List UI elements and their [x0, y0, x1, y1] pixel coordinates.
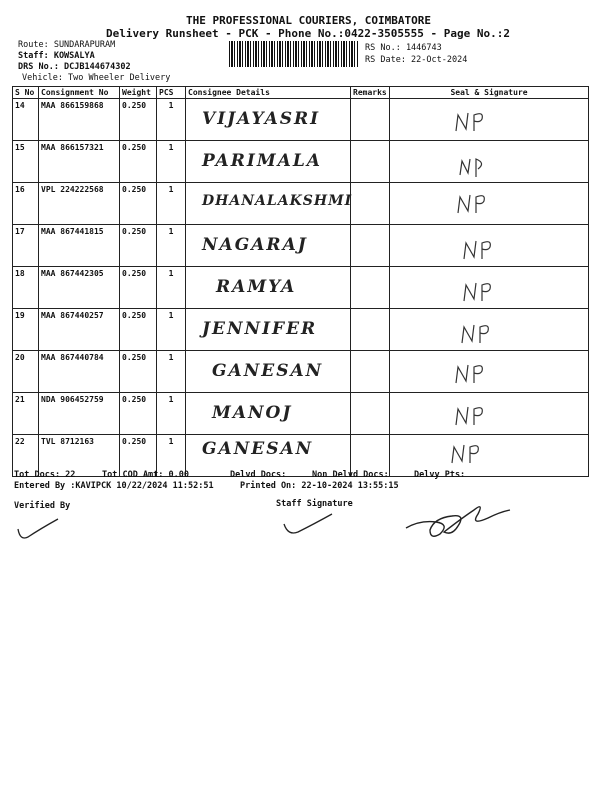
cell-signature — [390, 141, 589, 183]
consignee-handwritten: GANESAN — [202, 439, 314, 459]
cell-signature — [390, 99, 589, 141]
col-seal-signature: Seal & Signature — [390, 87, 589, 99]
cell-remarks — [351, 309, 390, 351]
cell-weight: 0.250 — [120, 393, 157, 435]
cell-pcs: 1 — [157, 183, 186, 225]
cell-sno: 22 — [13, 435, 39, 477]
verifier-tick-icon — [14, 515, 64, 545]
cell-sno: 20 — [13, 351, 39, 393]
cell-consignee — [186, 141, 351, 183]
total-cod-amount: Tot COD Amt: 0.00 — [102, 470, 189, 480]
cell-weight: 0.250 — [120, 351, 157, 393]
cell-pcs: 1 — [157, 267, 186, 309]
cell-consignee — [186, 351, 351, 393]
cell-pcs: 1 — [157, 309, 186, 351]
cell-consignee — [186, 225, 351, 267]
cell-consignee — [186, 393, 351, 435]
col-consignee: Consignee Details — [186, 87, 351, 99]
table-row — [13, 435, 589, 477]
staff-label: Staff: KOWSALYA — [18, 51, 95, 61]
cell-weight: 0.250 — [120, 99, 157, 141]
table-row — [13, 183, 589, 225]
cell-signature — [390, 267, 589, 309]
initials-signature-icon — [454, 187, 514, 217]
rs-number: RS No.: 1446743 — [365, 43, 442, 53]
initials-signature-icon — [452, 357, 512, 387]
vehicle-label: Vehicle: Two Wheeler Delivery — [22, 73, 171, 83]
cell-consignee — [186, 99, 351, 141]
delivery-points: Delvy Pts: — [414, 470, 466, 480]
initials-signature-icon — [452, 105, 512, 135]
cell-remarks — [351, 267, 390, 309]
col-sno: S No — [13, 87, 39, 99]
cell-consignee — [186, 267, 351, 309]
cell-remarks — [351, 225, 390, 267]
cell-signature — [390, 225, 589, 267]
cell-pcs: 1 — [157, 351, 186, 393]
staff-tick-icon — [280, 510, 340, 540]
printed-on: Printed On: 22-10-2024 13:55:15 — [240, 481, 399, 491]
col-pcs: PCS — [157, 87, 186, 99]
col-weight: Weight — [120, 87, 157, 99]
drs-number: DRS No.: DCJB144674302 — [18, 62, 131, 72]
table-row — [13, 309, 589, 351]
consignee-handwritten: DHANALAKSHMI — [202, 193, 353, 209]
cell-consignment: MAA 867442305 — [39, 267, 120, 309]
cell-sno: 15 — [13, 141, 39, 183]
cell-remarks — [351, 141, 390, 183]
cell-weight: 0.250 — [120, 267, 157, 309]
consignee-handwritten: RAMYA — [216, 277, 297, 297]
cell-sno: 14 — [13, 99, 39, 141]
verified-by-label: Verified By — [14, 501, 71, 511]
cell-pcs: 1 — [157, 435, 186, 477]
cell-consignment: MAA 866159868 — [39, 99, 120, 141]
cell-signature — [390, 183, 589, 225]
table-row — [13, 351, 589, 393]
col-remarks: Remarks — [351, 87, 390, 99]
cell-remarks — [351, 393, 390, 435]
rs-date: RS Date: 22-Oct-2024 — [365, 55, 468, 65]
consignee-handwritten: GANESAN — [212, 361, 324, 381]
cell-weight: 0.250 — [120, 183, 157, 225]
cell-remarks — [351, 351, 390, 393]
cell-consignment: NDA 906452759 — [39, 393, 120, 435]
cell-remarks — [351, 183, 390, 225]
cell-pcs: 1 — [157, 225, 186, 267]
cell-consignment: MAA 866157321 — [39, 141, 120, 183]
initials-signature-icon — [458, 317, 518, 347]
table-row — [13, 99, 589, 141]
cell-consignment: VPL 224222568 — [39, 183, 120, 225]
signature-image — [400, 496, 516, 546]
runsheet-table — [12, 86, 589, 477]
table-row — [13, 393, 589, 435]
cell-weight: 0.250 — [120, 435, 157, 477]
staff-signature-label: Staff Signature — [276, 499, 353, 509]
cell-sno: 21 — [13, 393, 39, 435]
cell-pcs: 1 — [157, 99, 186, 141]
barcode-image — [229, 41, 359, 67]
col-consignment: Consignment No — [39, 87, 120, 99]
consignee-handwritten: NAGARAJ — [202, 235, 308, 255]
consignee-handwritten: VIJAYASRI — [202, 109, 321, 129]
cell-consignment: TVL 8712163 — [39, 435, 120, 477]
consignee-handwritten: PARIMALA — [202, 151, 322, 171]
entered-by: Entered By :KAVIPCK 10/22/2024 11:52:51 — [14, 481, 214, 491]
cell-weight: 0.250 — [120, 141, 157, 183]
cell-sno: 17 — [13, 225, 39, 267]
cell-consignment: MAA 867440257 — [39, 309, 120, 351]
cell-weight: 0.250 — [120, 225, 157, 267]
table-row — [13, 225, 589, 267]
cell-remarks — [351, 99, 390, 141]
cell-consignee — [186, 183, 351, 225]
table-header-row — [13, 87, 589, 99]
cell-signature — [390, 393, 589, 435]
initials-signature-icon — [448, 437, 508, 467]
cell-pcs: 1 — [157, 393, 186, 435]
delivered-docs: Delvd Docs: — [230, 470, 287, 480]
cell-consignee — [186, 309, 351, 351]
cell-signature — [390, 351, 589, 393]
cell-sno: 16 — [13, 183, 39, 225]
company-title: THE PROFESSIONAL COURIERS, COIMBATORE — [186, 14, 432, 27]
route-label: Route: SUNDARAPURAM — [18, 40, 116, 50]
initials-signature-icon — [452, 399, 512, 429]
total-docs: Tot Docs: 22 — [14, 470, 76, 480]
cell-sno: 19 — [13, 309, 39, 351]
cell-pcs: 1 — [157, 141, 186, 183]
cell-sno: 18 — [13, 267, 39, 309]
table-row — [13, 267, 589, 309]
cell-weight: 0.250 — [120, 309, 157, 351]
initials-signature-icon — [460, 233, 520, 263]
consignee-handwritten: MANOJ — [212, 403, 293, 423]
cell-signature — [390, 309, 589, 351]
runsheet-title: Delivery Runsheet - PCK - Phone No.:0422-3505555 - Page No.:2 — [106, 27, 510, 40]
consignee-handwritten: JENNIFER — [202, 319, 318, 339]
initials-signature-icon — [460, 275, 520, 305]
table-row — [13, 141, 589, 183]
initials-signature-icon — [456, 151, 516, 181]
cell-consignment: MAA 867440784 — [39, 351, 120, 393]
non-delivered-docs: Non Delvd Docs: — [312, 470, 389, 480]
cell-consignment: MAA 867441815 — [39, 225, 120, 267]
